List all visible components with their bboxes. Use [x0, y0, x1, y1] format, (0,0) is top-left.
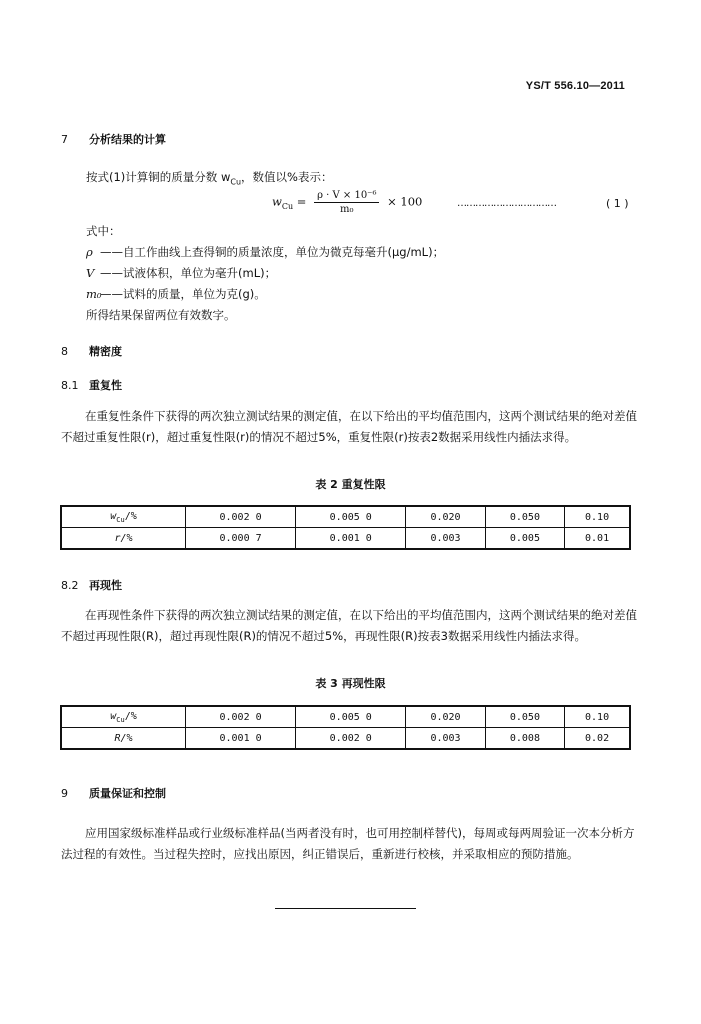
- intro-tail: ，数值以%表示：: [241, 170, 333, 184]
- result-note: 所得结果保留两位有效数字。: [86, 308, 236, 322]
- variable-symbol: m₀: [86, 287, 102, 301]
- reproducibility-paragraph: 在再现性条件下获得的两次独立测试结果的测定值，在以下给出的平均值范围内，这两个测试结果的绝对差值不超过再现性限(R)，超过再现性限(R)的情况不超过5%，再现性限(R)按表3数据采用线性内插法求得。: [61, 608, 637, 643]
- section-title: 再现性: [89, 579, 122, 592]
- table-cell: 0.000 7: [186, 528, 296, 550]
- intro-text: 按式(1)计算铜的质量分数 w: [86, 170, 231, 184]
- formula-lhs-sub: Cu: [281, 201, 294, 211]
- row-label-sub: Cu: [116, 515, 125, 524]
- table-cell: 0.020: [406, 706, 485, 728]
- row-label: w: [110, 710, 117, 722]
- section-8-2-heading: [61, 577, 122, 593]
- formula-leader: ……………………………: [457, 198, 556, 209]
- table-row: [61, 706, 630, 728]
- table-cell: 0.002 0: [296, 728, 406, 750]
- section-title: 重复性: [89, 379, 122, 392]
- variable-item: [86, 263, 444, 284]
- intro-subscript: Cu: [230, 177, 242, 187]
- table-row: [61, 506, 630, 528]
- formula-lhs: w: [272, 194, 282, 209]
- table-repeatability: [60, 505, 631, 550]
- table-3-caption: 表 3 再现性限: [315, 677, 386, 690]
- section-7-heading: [61, 131, 166, 147]
- table-cell: 0.008: [485, 728, 564, 750]
- table-cell: 0.01: [565, 528, 630, 550]
- end-rule: [275, 908, 416, 909]
- table-cell: 0.002 0: [186, 506, 296, 528]
- row-label: R/%: [114, 732, 133, 744]
- table-cell: 0.002 0: [186, 706, 296, 728]
- row-header: [61, 528, 186, 550]
- formula-intro: [86, 167, 332, 192]
- section-number: 9: [61, 787, 68, 800]
- table-cell: 0.005 0: [296, 506, 406, 528]
- section-number: 7: [61, 133, 68, 146]
- table-cell: 0.10: [565, 706, 630, 728]
- standard-code: YS/T 556.10—2011: [525, 80, 625, 92]
- formula-1: [272, 190, 422, 215]
- row-label-tail: /%: [124, 510, 137, 522]
- section-title: 质量保证和控制: [89, 787, 166, 800]
- table-cell: 0.001 0: [296, 528, 406, 550]
- row-label: w: [110, 510, 117, 522]
- table-cell: 0.050: [485, 506, 564, 528]
- table-cell: 0.02: [565, 728, 630, 750]
- formula-equals: =: [296, 194, 307, 209]
- section-title: 分析结果的计算: [89, 133, 166, 146]
- formula-fraction: [314, 190, 379, 215]
- table-cell: 0.001 0: [186, 728, 296, 750]
- variable-desc: ——试液体积，单位为毫升(mL)；: [100, 266, 277, 280]
- table-cell: 0.003: [406, 728, 485, 750]
- table-cell: 0.003: [406, 528, 485, 550]
- section-9-heading: [61, 785, 166, 801]
- row-header: [61, 706, 186, 728]
- row-label: r/%: [114, 532, 133, 544]
- section-title: 精密度: [89, 345, 122, 358]
- section-number: 8.1: [61, 379, 79, 392]
- quality-control-paragraph: 应用国家级标准样品或行业级标准样品(当两者没有时，也可用控制样替代)，每周或每两周验证一次本分析方法过程的有效性。当过程失控时，应找出原因，纠正错误后，重新进行校核，并采取相应的预防措施。: [61, 826, 635, 861]
- variable-item: [86, 284, 444, 305]
- row-header: [61, 506, 186, 528]
- variable-symbol: V: [86, 266, 95, 280]
- table-2-caption: 表 2 重复性限: [315, 478, 386, 491]
- table-cell: 0.10: [565, 506, 630, 528]
- section-number: 8: [61, 345, 68, 358]
- section-8-1-heading: [61, 377, 122, 393]
- table-row: [61, 528, 630, 550]
- formula-number: ( 1 ): [606, 197, 629, 210]
- row-label-tail: /%: [124, 710, 137, 722]
- table-cell: 0.020: [406, 506, 485, 528]
- variable-desc: ——试料的质量，单位为克(g)。: [100, 287, 266, 301]
- table-reproducibility: [60, 705, 631, 750]
- variable-desc: ——自工作曲线上查得铜的质量浓度，单位为微克每毫升(μg/mL)；: [100, 245, 445, 259]
- variable-symbol: ρ: [86, 245, 93, 259]
- table-cell: 0.005 0: [296, 706, 406, 728]
- row-header: [61, 728, 186, 750]
- section-number: 8.2: [61, 579, 79, 592]
- variable-list: [86, 242, 444, 326]
- table-cell: 0.050: [485, 706, 564, 728]
- section-8-heading: [61, 343, 122, 359]
- formula-numerator: ρ · V × 10⁻⁶: [314, 190, 379, 203]
- row-label-sub: Cu: [116, 715, 125, 724]
- table-cell: 0.005: [485, 528, 564, 550]
- repeatability-paragraph: 在重复性条件下获得的两次独立测试结果的测定值，在以下给出的平均值范围内，这两个测试结果的绝对差值不超过重复性限(r)，超过重复性限(r)的情况不超过5%，重复性限(r)按表2数据采用线性内插法求得。: [61, 409, 637, 444]
- table-row: [61, 728, 630, 750]
- formula-denominator: m₀: [340, 204, 354, 215]
- where-label: 式中：: [86, 224, 121, 238]
- variable-item: [86, 242, 444, 263]
- formula-times: × 100: [387, 194, 423, 209]
